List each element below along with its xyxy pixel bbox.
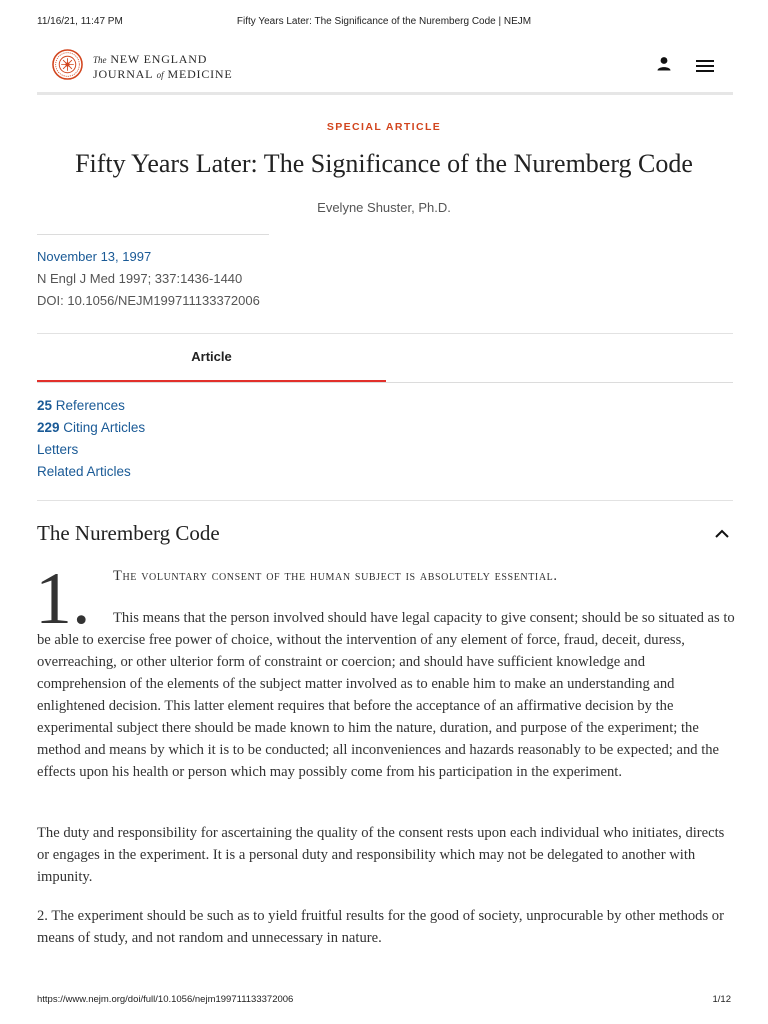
print-timestamp: 11/16/21, 11:47 PM: [37, 16, 123, 27]
citation: N Engl J Med 1997; 337:1436-1440: [37, 271, 243, 286]
article-type-label[interactable]: SPECIAL ARTICLE: [326, 121, 442, 133]
nejm-seal-icon[interactable]: [52, 49, 83, 80]
user-icon[interactable]: [655, 55, 673, 73]
wordmark-line-2: JOURNAL of MEDICINE: [93, 67, 233, 81]
print-header: [37, 16, 731, 30]
related-articles-link[interactable]: Related Articles: [37, 464, 131, 479]
wordmark-line-1: The NEW ENGLAND: [93, 52, 208, 66]
active-tab-indicator: [37, 380, 386, 382]
doi: DOI: 10.1056/NEJM199711133372006: [37, 293, 260, 308]
references-link[interactable]: 25 References: [37, 398, 125, 413]
drop-numeral: 1.: [35, 558, 91, 640]
chevron-up-icon[interactable]: [714, 528, 730, 540]
body-paragraph: [37, 607, 737, 783]
section-title: The Nuremberg Code: [37, 521, 220, 545]
print-page-number: 1/12: [712, 994, 731, 1005]
paragraph-text: This means that the person involved should have legal capacity to give consent; should be so situated as to be able to exercise free power of choice, without the intervention of any element of force, fraud, deceit, duress, overreaching, or other ulterior form of constraint or coercion; and should have sufficient knowledge and comprehension of the elements of the subject matter involved as to enable him to make an understanding and enlightened decision. This latter element requires that before the acceptance of an affirmative decision by the experimental subject there should be made known to him the nature, duration, and purpose of the experiment; the method and means by which it is to be conducted; all inconveniences and hazards reasonably to be expected; and the effects upon his health or person which may possibly come from his participation in the experiment.: [37, 610, 735, 780]
letters-link[interactable]: Letters: [37, 442, 79, 457]
divider: [37, 234, 269, 235]
tab-article[interactable]: Article: [191, 349, 232, 364]
masthead: [37, 46, 733, 95]
print-footer: [37, 994, 731, 1008]
publication-date[interactable]: November 13, 1997: [37, 249, 152, 264]
divider: [37, 333, 733, 334]
article-links: [37, 395, 145, 483]
nejm-wordmark[interactable]: [93, 52, 233, 82]
hamburger-menu-icon[interactable]: [695, 58, 715, 74]
citing-articles-link[interactable]: 229 Citing Articles: [37, 420, 146, 435]
divider: [37, 382, 733, 383]
article-author[interactable]: Evelyne Shuster, Ph.D.: [317, 200, 451, 215]
body-paragraph: The duty and responsibility for ascertaining the quality of the consent rests upon each individual who initiates, directs or engages in the experiment. It is a personal duty and responsibility which may not be delegated to another with impunity.: [37, 825, 725, 885]
body-paragraph: 2. The experiment should be such as to yield fruitful results for the good of society, unprocurable by other methods or means of study, and not random and unnecessary in nature.: [37, 908, 724, 946]
print-url: https://www.nejm.org/doi/full/10.1056/nejm199711133372006: [37, 994, 294, 1005]
principle-lead: The voluntary consent of the human subject is absolutely essential.: [113, 568, 558, 584]
article-title: Fifty Years Later: The Significance of the Nuremberg Code: [75, 149, 693, 178]
print-page-title: Fifty Years Later: The Significance of the Nuremberg Code | NEJM: [236, 16, 532, 27]
divider: [37, 500, 733, 501]
